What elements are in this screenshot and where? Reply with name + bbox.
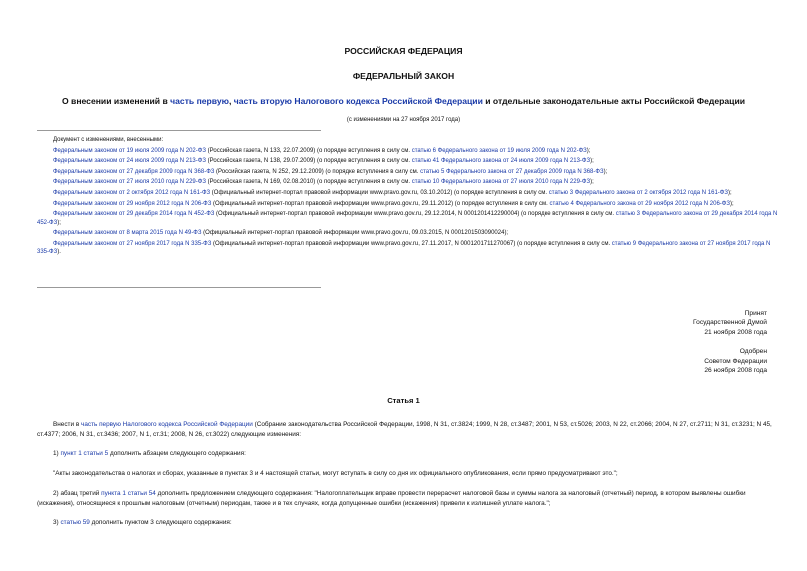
country-heading: РОССИЙСКАЯ ФЕДЕРАЦИЯ bbox=[344, 46, 463, 56]
paragraph: 3) статью 59 дополнить пунктом 3 следующего содержания: bbox=[53, 519, 232, 527]
title-link-part-one[interactable]: часть первую bbox=[170, 96, 229, 106]
list-item: Федеральным законом от 8 марта 2015 года N 49-ФЗ (Официальный интернет-портал правовой информации www.pravo.gov.ru, 09.03.2015, N 0001201503090024); bbox=[53, 230, 509, 237]
revision-note: (с изменениями на 27 ноября 2017 года) bbox=[346, 117, 461, 123]
bottom-divider bbox=[37, 287, 321, 288]
list-item: Федеральным законом от 29 декабря 2014 года N 452-ФЗ (Официальный интернет-портал правовой информации www.pravo.gov.ru, 29.12.2014, N 0001201412290004) (о порядке вступления в силу см. статью 3 Федерального закона от 29 декабря 2014 года N 452-ФЗ); bbox=[37, 211, 778, 226]
federation-council-approval: Одобрен Советом Федерации 26 ноября 2008 года bbox=[704, 348, 767, 375]
paragraph: "Акты законодательства о налогах и сборах, указанные в пунктах 3 и 4 настоящей статьи, могут вступать в силу со дня их официального опубликования, если прямо предусматривают это."; bbox=[53, 470, 618, 478]
article-link[interactable]: статью 10 Федерального закона от 27 июля 2010 года N 229-ФЗ bbox=[411, 179, 591, 186]
article-link[interactable]: статью 3 Федерального закона от 2 октября 2012 года N 161-ФЗ bbox=[548, 189, 728, 196]
changes-intro: Документ с изменениями, внесенными: bbox=[53, 137, 164, 143]
article-link[interactable]: статью 5 Федерального закона от 27 декабря 2009 года N 368-ФЗ bbox=[420, 168, 604, 175]
changes-list bbox=[37, 136, 779, 259]
tax-code-part-one-link[interactable]: часть первую Налогового кодекса Российской Федерации bbox=[80, 421, 253, 428]
amendment-link[interactable]: Федеральным законом от 8 марта 2015 года N 49-ФЗ bbox=[53, 230, 202, 237]
article-5-link[interactable]: пункт 1 статьи 5 bbox=[60, 450, 109, 458]
list-item: Федеральным законом от 27 ноября 2017 года N 335-ФЗ (Официальный интернет-портал правовой информации www.pravo.gov.ru, 27.11.2017, N 0001201711270067) (о порядке вступления в силу см. статью 9 Федерального закона от 27 ноября 2017 года N 335-ФЗ). bbox=[37, 240, 771, 256]
article-link[interactable]: статью 41 Федерального закона от 24 июля 2009 года N 213-ФЗ bbox=[411, 158, 591, 165]
list-item: Федеральным законом от 19 июля 2009 года N 202-ФЗ (Российская газета, N 133, 22.07.2009) (о порядке вступления в силу см. статью 6 Федерального закона от 19 июля 2009 года N 202-ФЗ); bbox=[53, 147, 591, 154]
article-link[interactable]: статью 6 Федерального закона от 19 июля 2009 года N 202-ФЗ bbox=[411, 147, 587, 154]
amendment-link[interactable]: Федеральным законом от 29 декабря 2014 года N 452-ФЗ bbox=[53, 211, 215, 218]
article-body bbox=[37, 420, 779, 538]
list-item: Федеральным законом от 24 июля 2009 года N 213-ФЗ (Российская газета, N 138, 29.07.2009) (о порядке вступления в силу см. статью 41 Федерального закона от 24 июля 2009 года N 213-ФЗ); bbox=[53, 158, 594, 165]
amendment-link[interactable]: Федеральным законом от 27 июля 2010 года N 229-ФЗ bbox=[53, 179, 206, 186]
amendment-link[interactable]: Федеральным законом от 24 июля 2009 года N 213-ФЗ bbox=[53, 158, 206, 165]
amendment-link[interactable]: Федеральным законом от 29 ноября 2012 года N 206-ФЗ bbox=[53, 200, 212, 207]
title-link-part-two[interactable]: часть вторую Налогового кодекса Российской Федерации bbox=[233, 96, 483, 106]
list-item: Федеральным законом от 27 июля 2010 года N 229-ФЗ (Российская газета, N 169, 02.08.2010) (о порядке вступления в силу см. статью 10 Федерального закона от 27 июля 2010 года N 229-ФЗ); bbox=[53, 179, 594, 186]
article-54-link[interactable]: пункта 1 статьи 54 bbox=[101, 489, 156, 497]
article-59-link[interactable]: статью 59 bbox=[60, 519, 90, 527]
article-link[interactable]: статью 3 Федерального закона от 29 декабря 2014 года N 452-ФЗ bbox=[37, 211, 778, 226]
paragraph: 2) абзац третий пункта 1 статьи 54 дополнить предложением следующего содержания: "Налогоплательщик вправе провести перерасчет налоговой базы и суммы налога за налоговый (отчетный) период, в котором выявлены ошибки (искажения), относящиеся к прошлым налоговым (отчетным) периодам, также и в тех случаях, когда допущенные ошибки (искажения) привели к излишней уплате налога."; bbox=[37, 489, 746, 507]
top-divider bbox=[37, 130, 321, 131]
document-title: О внесении изменений в часть первую, часть вторую Налогового кодекса Российской Федерации и отдельные законодательные акты Российской Федерации bbox=[61, 96, 746, 106]
article-link[interactable]: статью 4 Федерального закона от 29 ноября 2012 года N 206-ФЗ bbox=[549, 200, 730, 207]
list-item: Федеральным законом от 27 декабря 2009 года N 368-ФЗ (Российская газета, N 252, 29.12.2009) (о порядке вступления в силу см. статью 5 Федерального закона от 27 декабря 2009 года N 368-ФЗ); bbox=[53, 168, 608, 175]
amendment-link[interactable]: Федеральным законом от 27 ноября 2017 года N 335-ФЗ bbox=[53, 240, 212, 247]
amendment-link[interactable]: Федеральным законом от 2 октября 2012 года N 161-ФЗ bbox=[53, 189, 211, 196]
amendment-link[interactable]: Федеральным законом от 19 июля 2009 года N 202-ФЗ bbox=[53, 147, 206, 154]
list-item: Федеральным законом от 29 ноября 2012 года N 206-ФЗ (Официальный интернет-портал правовой информации www.pravo.gov.ru, 29.11.2012) (о порядке вступления в силу см. статью 4 Федерального закона от 29 ноября 2012 года N 206-ФЗ); bbox=[53, 200, 734, 207]
document-type-heading: ФЕДЕРАЛЬНЫЙ ЗАКОН bbox=[352, 71, 455, 81]
adoption-block bbox=[693, 309, 767, 375]
list-item: Федеральным законом от 2 октября 2012 года N 161-ФЗ (Официальный интернет-портал правовой информации www.pravo.gov.ru, 03.10.2012) (о порядке вступления в силу см. статью 3 Федерального закона от 2 октября 2012 года N 161-ФЗ); bbox=[53, 189, 732, 196]
duma-adoption: Принят Государственной Думой 21 ноября 2008 года bbox=[693, 310, 767, 336]
article-heading: Статья 1 bbox=[387, 396, 420, 405]
amendment-link[interactable]: Федеральным законом от 27 декабря 2009 года N 368-ФЗ bbox=[53, 168, 215, 175]
article-link[interactable]: статью 9 Федерального закона от 27 ноября 2017 года N 335-ФЗ bbox=[37, 240, 771, 256]
paragraph: Внести в часть первую Налогового кодекса Российской Федерации (Собрание законодательства Российской Федерации, 1998, N 31, ст.3824; 1999, N 28, ст.3487; 2001, N 53, ст.5026; 2003, N 22, ст.2066; 2004, N 27, ст.2711; N 31, ст.3231; N 45, ст.4377; 2006, N 31, ст.3436; 2007, N 1, ст.31; 2008, N 26, ст.3022) следующие изменения: bbox=[37, 421, 772, 438]
paragraph: 1) пункт 1 статьи 5 дополнить абзацем следующего содержания: bbox=[53, 450, 246, 458]
